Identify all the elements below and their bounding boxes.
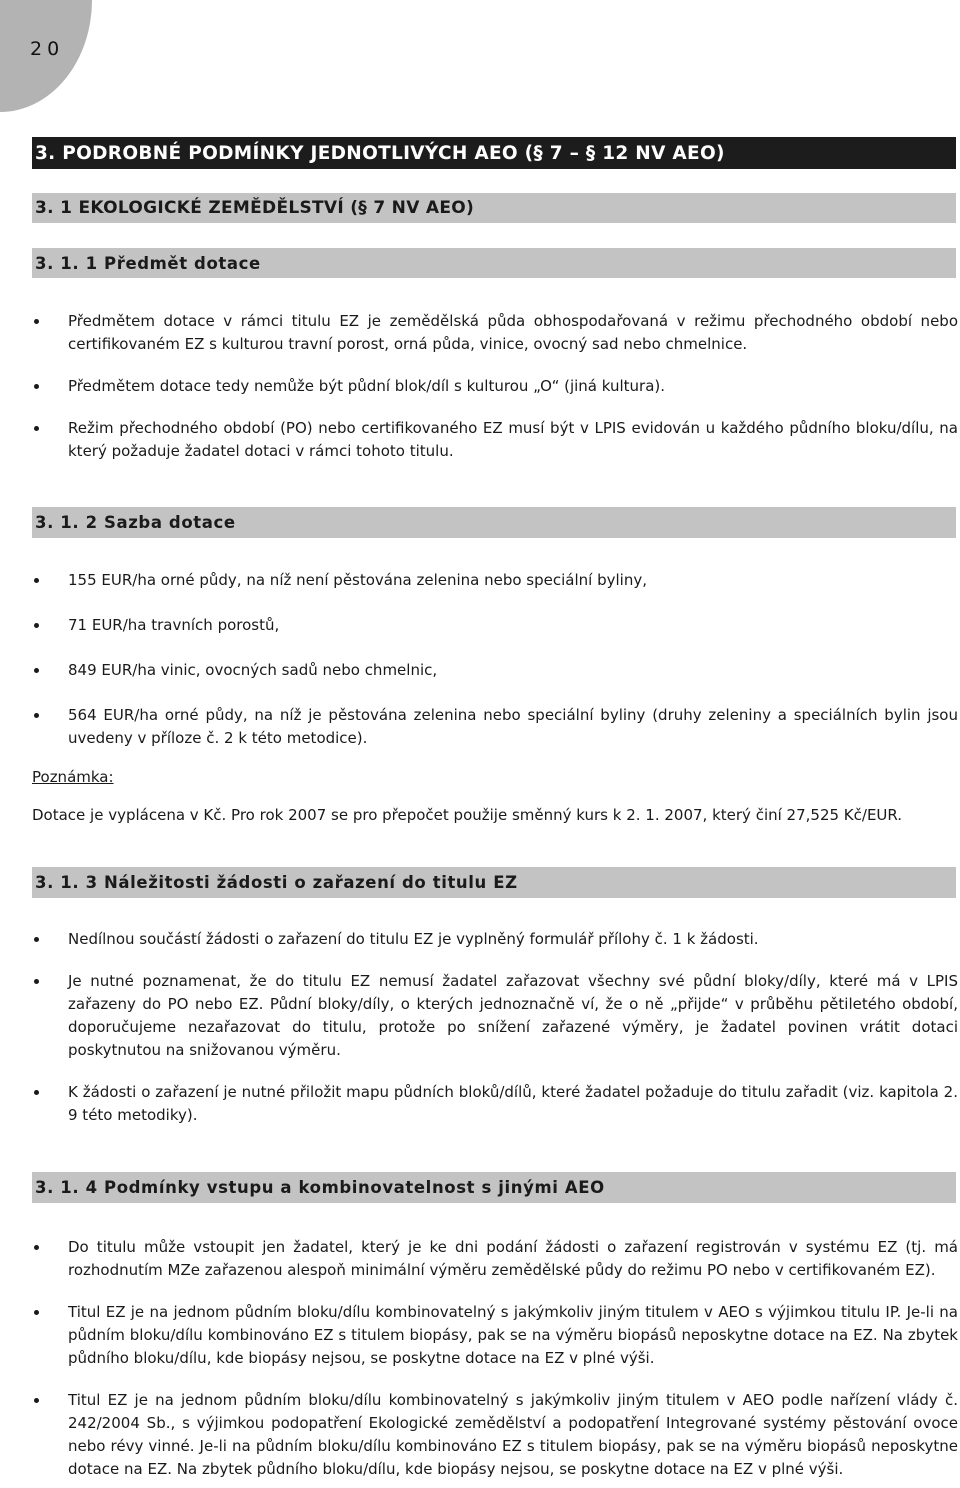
bullet-icon — [34, 319, 39, 324]
subsection-title: 3. 1. 4 Podmínky vstupu a kombinovatelnost s jinými AEO — [35, 1178, 605, 1197]
subsection-heading-bar — [32, 1172, 956, 1203]
list-item: Nedílnou součástí žádosti o zařazení do titulu EZ je vyplněný formulář přílohy č. 1 k žádosti. — [32, 928, 958, 951]
list-item: 564 EUR/ha orné půdy, na níž je pěstována zelenina nebo speciální byliny (druhy zeleniny a speciálních bylin jsou uvedeny v příloze č. 2 k této metodice). — [32, 704, 958, 750]
subsection-title: 3. 1. 1 Předmět dotace — [35, 253, 261, 273]
section-heading-bar — [32, 193, 956, 223]
subsection-title: 3. 1. 2 Sazba dotace — [35, 513, 236, 532]
bullet-icon — [34, 668, 39, 673]
page-number: 20 — [30, 38, 65, 60]
list-item: Předmětem dotace tedy nemůže být půdní blok/díl s kulturou „O“ (jiná kultura). — [32, 375, 958, 398]
bullet-icon — [34, 1310, 39, 1315]
bullet-icon — [34, 937, 39, 942]
list-item: 71 EUR/ha travních porostů, — [32, 614, 958, 637]
subsection-title: 3. 1. 3 Náležitosti žádosti o zařazení do titulu EZ — [35, 873, 518, 892]
bullet-icon — [34, 979, 39, 984]
bullet-icon — [34, 384, 39, 389]
bullet-icon — [34, 1090, 39, 1095]
subsection-3-bullets — [32, 928, 958, 1127]
bullet-icon — [34, 1398, 39, 1403]
list-item: Předmětem dotace v rámci titulu EZ je zemědělská půda obhospodařovaná v režimu přechodného období nebo certifikovaném EZ s kulturou travní porost, orná půda, vinice, ovocný sad nebo chmelnice. — [32, 310, 958, 356]
section-heading: 3. 1 EKOLOGICKÉ ZEMĚDĚLSTVÍ (§ 7 NV AEO) — [35, 198, 475, 218]
list-item: Do titulu může vstoupit jen žadatel, který je ke dni podání žádosti o zařazení registrován v systému EZ (tj. má rozhodnutím MZe zařazenou alespoň minimální výměru zemědělské půdy do režimu PO nebo v certifikovaném EZ). — [32, 1236, 958, 1282]
bullet-icon — [34, 426, 39, 431]
list-item: Je nutné poznamenat, že do titulu EZ nemusí žadatel zařazovat všechny své půdní bloky/díly, které má v LPIS zařazeny do PO nebo EZ. Půdní bloky/díly, o kterých jednoznačně ví, že o ně „přijde“ v průběhu pětiletého období, doporučujeme nezařazovat do titulu, protože po snížení zařazené výměry, je žadatel povinen vrátit dotaci poskytnutou na snižovanou výměru. — [32, 970, 958, 1062]
bullet-icon — [34, 578, 39, 583]
bullet-icon — [34, 1245, 39, 1250]
subsection-heading-bar — [32, 867, 956, 898]
subsection-heading-bar — [32, 248, 956, 278]
list-item: 155 EUR/ha orné půdy, na níž není pěstována zelenina nebo speciální byliny, — [32, 569, 958, 592]
list-item: Titul EZ je na jednom půdním bloku/dílu kombinovatelný s jakýmkoliv jiným titulem v AEO podle nařízení vlády č. 242/2004 Sb., s výjimkou podopatření Ekologické zemědělství a podopatření Integrované systémy pěstování ovoce nebo révy vinné. Je-li na půdním bloku/dílu kombinováno EZ s titulem biopásy, pak se na výměru biopásů neposkytne dotace na EZ. Na zbytek půdního bloku/dílu, kde biopásy nejsou, se poskytne dotace na EZ v plné výši. — [32, 1389, 958, 1481]
subsection-heading-bar — [32, 507, 956, 538]
main-heading-bar — [32, 137, 956, 169]
bullet-icon — [34, 713, 39, 718]
list-item: Režim přechodného období (PO) nebo certifikovaného EZ musí být v LPIS evidován u každého půdního bloku/dílu, na který požaduje žadatel dotaci v rámci tohoto titulu. — [32, 417, 958, 463]
list-item: 849 EUR/ha vinic, ovocných sadů nebo chmelnic, — [32, 659, 958, 682]
subsection-1-bullets — [32, 310, 958, 463]
subsection-2-bullets — [32, 569, 958, 750]
note-label: Poznámka: — [32, 768, 114, 786]
main-heading: 3. PODROBNÉ PODMÍNKY JEDNOTLIVÝCH AEO (§ 7 – § 12 NV AEO) — [35, 142, 725, 164]
list-item: Titul EZ je na jednom půdním bloku/dílu kombinovatelný s jakýmkoliv jiným titulem v AEO s výjimkou titulu IP. Je-li na půdním bloku/dílu kombinováno EZ s titulem biopásy, pak se na výměru biopásů neposkytne dotace na EZ. Na zbytek půdního bloku/dílu, kde biopásy nejsou, se poskytne dotace na EZ v plné výši. — [32, 1301, 958, 1370]
list-item: K žádosti o zařazení je nutné přiložit mapu půdních bloků/dílů, které žadatel požaduje do titulu zařadit (viz. kapitola 2. 9 této metodiky). — [32, 1081, 958, 1127]
note-text: Dotace je vyplácena v Kč. Pro rok 2007 se pro přepočet použije směnný kurs k 2. 1. 2007, který činí 27,525 Kč/EUR. — [32, 806, 903, 824]
bullet-icon — [34, 623, 39, 628]
subsection-4-bullets — [32, 1236, 958, 1481]
